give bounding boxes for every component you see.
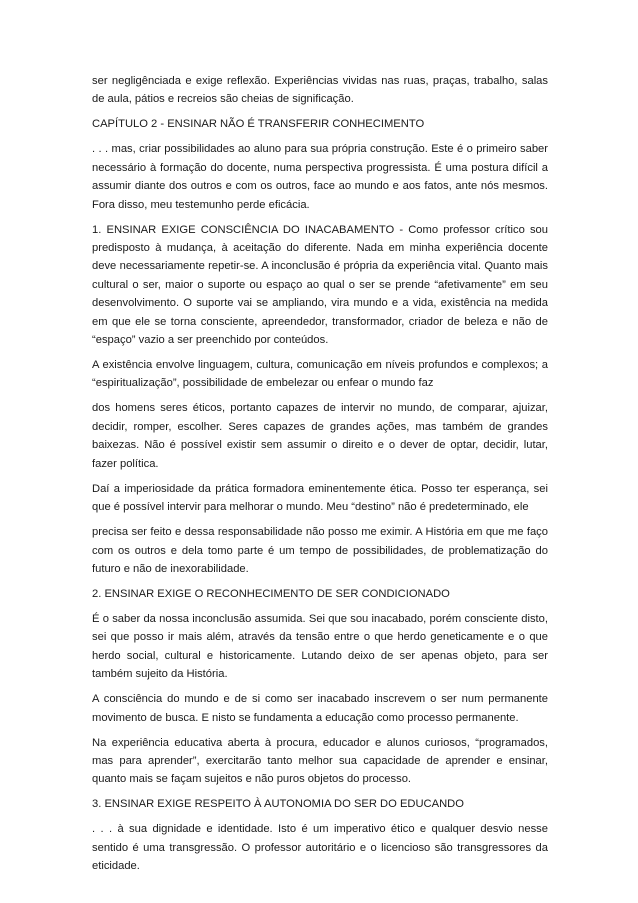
- paragraph: . . . mas, criar possibilidades ao aluno para sua própria construção. Este é o primeiro saber necessário à formação do docente, numa perspectiva progressista. É uma postura difícil a assumir diante dos outros e com os outros, face ao mundo e aos fatos, ante nós mesmos. Fora disso, meu testemunho perde eficácia.: [92, 143, 548, 211]
- paragraph: É o saber da nossa inconclusão assumida. Sei que sou inacabado, porém consciente disto, sei que posso ir mais além, através da tensão entre o que herdo geneticamente e o que herdo social, cultural e historicamente. Lutando deixo de ser apenas objeto, para ser também sujeito da História.: [92, 612, 548, 681]
- paragraph: precisa ser feito e dessa responsabilidade não posso me eximir. A História em que me faço com os outros e dela tomo parte é um tempo de possibilidades, de problematização do futuro e não de inexorabilidade.: [92, 526, 548, 575]
- paragraph: dos homens seres éticos, portanto capazes de intervir no mundo, de comparar, ajuizar, decidir, romper, escolher. Seres capazes de grandes ações, mas também de grandes baixezas. Não é possível existir sem assumir o direito e o dever de optar, decidir, lutar, fazer política.: [92, 402, 548, 470]
- chapter-heading: CAPÍTULO 2 - ENSINAR NÃO É TRANSFERIR CONHECIMENTO: [92, 118, 425, 131]
- document-body: [92, 72, 548, 882]
- section-paragraph-1: 1. ENSINAR EXIGE CONSCIÊNCIA DO INACABAMENTO - Como professor crítico sou predisposto à mudança, à aceitação do diferente. Nada em minha experiência docente deve necessariamente repetir-se. A inconclusão é própria da experiência vital. Quanto mais cultural o ser, maior o suporte ou espaço ao qual o ser se prende “afetivamente” em seu desenvolvimento. O suporte vai se ampliando, vira mundo e a vida, existência na medida em que ele se torna consciente, apreendedor, transformador, criador de beleza e não de “espaço” vazio a ser preenchido por conteúdos.: [92, 223, 548, 347]
- section-heading-3: 3. ENSINAR EXIGE RESPEITO À AUTONOMIA DO SER DO EDUCANDO: [92, 798, 464, 811]
- paragraph-continuation: ser negligênciada e exige reflexão. Experiências vividas nas ruas, praças, trabalho, salas de aula, pátios e recreios são cheias de significação.: [92, 75, 548, 106]
- paragraph: A existência envolve linguagem, cultura, comunicação em níveis profundos e complexos; a “espiritualização”, possibilidade de embelezar ou enfear o mundo faz: [92, 359, 548, 390]
- section-heading-2: 2. ENSINAR EXIGE O RECONHECIMENTO DE SER CONDICIONADO: [92, 587, 450, 600]
- paragraph: Na experiência educativa aberta à procura, educador e alunos curiosos, “programados, mas para aprender”, exercitarão tanto melhor sua capacidade de aprender e ensinar, quanto mais se façam sujeitos e não puros objetos do processo.: [92, 736, 548, 786]
- paragraph: Daí a imperiosidade da prática formadora eminentemente ética. Posso ter esperança, sei que é possível intervir para melhorar o mundo. Meu “destino” não é predeterminado, ele: [92, 482, 548, 514]
- paragraph: A consciência do mundo e de si como ser inacabado inscrevem o ser num permanente movimento de busca. E nisto se fundamenta a educação como processo permanente.: [92, 693, 548, 724]
- paragraph: . . . à sua dignidade e identidade. Isto é um imperativo ético e qualquer desvio nesse sentido é uma transgressão. O professor autoritário e o licencioso são transgressores da eticidade.: [92, 823, 548, 873]
